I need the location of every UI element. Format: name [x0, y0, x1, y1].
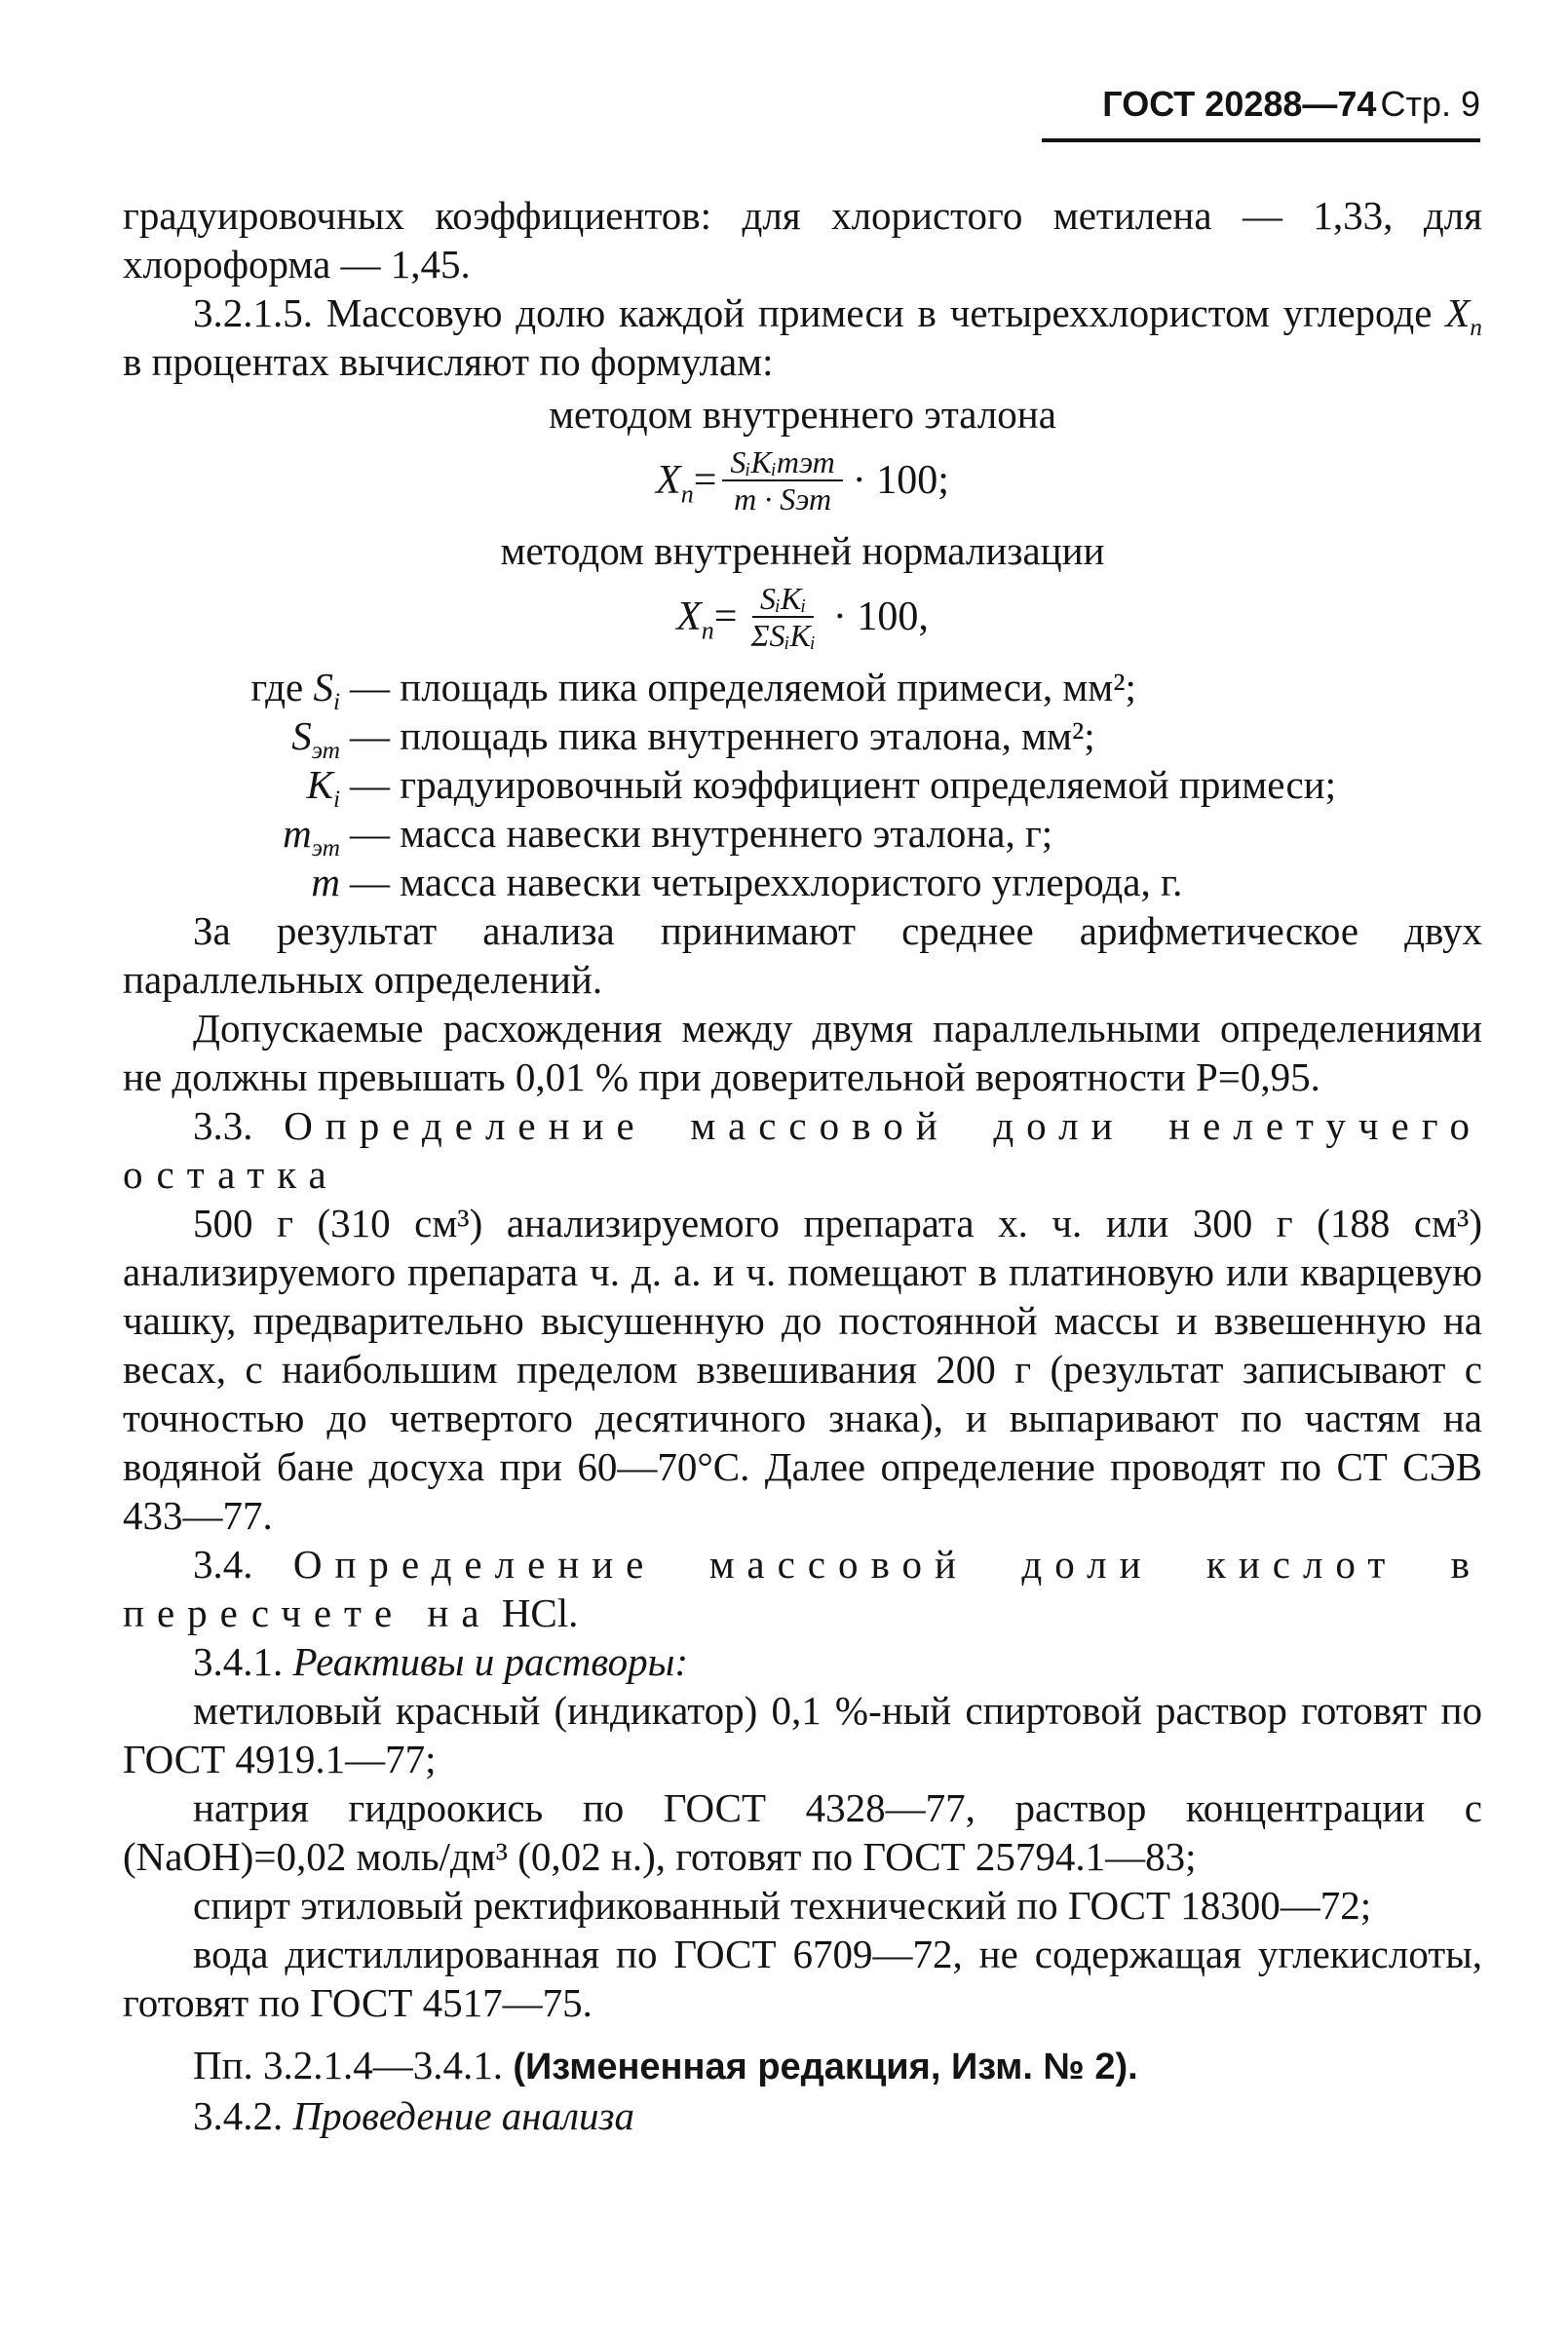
- definition-text: — масса навески четыреххлористого углерода, г.: [350, 860, 1183, 904]
- definition-symbol: [123, 760, 350, 814]
- definition-text: — площадь пика внутреннего эталона, мм²;: [350, 713, 1095, 758]
- formula2-eq: =: [713, 594, 738, 639]
- where-word: где: [250, 665, 304, 709]
- formula1-lhs: [656, 456, 694, 509]
- definitions-list: [123, 663, 1482, 906]
- reagent-sodium-hydroxide: натрия гидроокись по ГОСТ 4328—77, раствор концентрации c (NaOH)=0,02 моль/дм³ (0,02 н.), готовят по ГОСТ 25794.1—83;: [123, 1785, 1482, 1879]
- definition-item: [123, 663, 1482, 716]
- formula-internal-normalization: [123, 581, 1482, 653]
- formula2-numerator: SᵢKᵢ: [752, 581, 814, 618]
- definition-symbol: [123, 711, 350, 765]
- formula1-fraction: [722, 444, 842, 517]
- s342-num: 3.4.2.: [193, 2093, 284, 2138]
- formula1-tail: · 100;: [852, 458, 949, 503]
- definition-text: — масса навески внутреннего эталона, г;: [350, 811, 1053, 856]
- s341-num: 3.4.1.: [193, 1639, 284, 1684]
- section-3-4-2-heading: [123, 2091, 1482, 2140]
- p2-text: 3.2.1.5. Массовую долю каждой примеси в четыреххлористом углероде: [193, 290, 1433, 335]
- def-sub: эт: [311, 737, 340, 765]
- s341-title: Реактивы и растворы:: [292, 1639, 689, 1684]
- s34-title: Определение массовой доли кислот в пересчете на: [123, 1542, 1483, 1635]
- definition-item: [123, 809, 1482, 862]
- paragraph-tolerance: Допускаемые расхождения между двумя параллельными определениями не должны превышать 0,01 % при доверительной вероятности P=0,95.: [123, 1006, 1482, 1099]
- def-sub: i: [332, 688, 340, 716]
- section-3-4-heading: [123, 1540, 1482, 1637]
- note-prefix: Пп. 3.2.1.4—3.4.1.: [193, 2043, 504, 2087]
- formula1-lhs-sub: п: [680, 479, 694, 509]
- def-sub: i: [332, 785, 340, 814]
- definition-symbol: [123, 858, 350, 906]
- p2-sym: X: [1445, 290, 1471, 335]
- standard-code: ГОСТ 20288—74: [1102, 84, 1377, 124]
- formula2-lhs-sub: п: [701, 616, 714, 645]
- def-sym: m: [311, 860, 340, 904]
- amendment-note: [123, 2041, 1482, 2091]
- s33-title: Определение массовой доли нелетучего остатка: [123, 1103, 1483, 1197]
- s33-num: 3.3.: [193, 1103, 253, 1148]
- def-sym: S: [291, 713, 312, 758]
- page-header: [1102, 84, 1480, 125]
- section-3-3-heading: [123, 1101, 1482, 1199]
- symbol-x: [1445, 290, 1482, 342]
- formula-internal-standard: [123, 444, 1482, 517]
- formula2-fraction: [743, 581, 822, 653]
- formula1-lhs-sym: X: [656, 458, 681, 503]
- section-3-4-1-heading: [123, 1637, 1482, 1686]
- def-sym: K: [306, 762, 333, 807]
- definition-symbol: [123, 663, 350, 716]
- formula1-eq: =: [693, 458, 717, 503]
- paragraph-result: За результат анализа принимают среднее арифметическое двух параллельных определений.: [123, 908, 1482, 1002]
- p2-sub: п: [1470, 314, 1482, 342]
- paragraph-3-2-1-5: [123, 288, 1482, 386]
- reagent-distilled-water: вода дистиллированная по ГОСТ 6709—72, не содержащая углекислоты, готовят по ГОСТ 4517—75.: [123, 1932, 1482, 2025]
- formula2-lhs: [676, 593, 714, 645]
- page-number: Стр. 9: [1380, 84, 1480, 124]
- formula2-tail: · 100,: [832, 594, 929, 639]
- method-internal-normalization: методом внутренней нормализации: [500, 528, 1105, 573]
- formula1-denominator: m · Sэт: [734, 481, 832, 517]
- p2-end: в процентах вычисляют по формулам:: [123, 339, 774, 384]
- document-body: [123, 191, 1482, 2140]
- header-rule: [1042, 138, 1480, 142]
- reagent-ethyl-alcohol: спирт этиловый ректификованный технический по ГОСТ 18300—72;: [193, 1883, 1372, 1928]
- def-sub: эт: [311, 834, 340, 862]
- def-sym: S: [313, 665, 333, 709]
- definition-item: [123, 760, 1482, 814]
- s34-hcl: HCl.: [501, 1590, 579, 1635]
- s342-title: Проведение анализа: [292, 2093, 635, 2138]
- definition-item: [123, 858, 1482, 906]
- paragraph-residue: 500 г (310 см³) анализируемого препарата х. ч. или 300 г (188 см³) анализируемого препарата ч. д. а. и ч. помещают в платиновую или кварцевую чашку, предварительно высушенную до постоянной массы и взвешенную на весах, с наибольшим пределом взвешивания 200 г (результат записывают с точностью до четвертого десятичного знака), и выпаривают по частям на водяной бане досуха при 60—70°С. Далее определение проводят по СТ СЭВ 433—77.: [123, 1201, 1482, 1538]
- note-bold: (Измененная редакция, Изм. № 2).: [513, 2047, 1138, 2087]
- definition-text: — градуировочный коэффициент определяемой примеси;: [350, 762, 1336, 807]
- reagent-methyl-red: метиловый красный (индикатор) 0,1 %-ный спиртовой раствор готовят по ГОСТ 4919.1—77;: [123, 1688, 1482, 1781]
- s34-num: 3.4.: [193, 1542, 253, 1587]
- definition-symbol: [123, 809, 350, 862]
- method-internal-standard: методом внутреннего эталона: [549, 392, 1056, 437]
- formula2-denominator: ΣSᵢKᵢ: [750, 618, 816, 653]
- paragraph-coefficients: градуировочных коэффициентов: для хлористого метилена — 1,33, для хлороформа — 1,45.: [123, 193, 1482, 287]
- definition-item: [123, 711, 1482, 765]
- formula2-lhs-sym: X: [676, 594, 702, 639]
- spacer: [123, 2027, 1482, 2041]
- definition-text: — площадь пика определяемой примеси, мм²;: [350, 665, 1136, 709]
- formula1-numerator: SᵢKᵢmэт: [722, 444, 842, 481]
- def-sym: m: [283, 811, 312, 856]
